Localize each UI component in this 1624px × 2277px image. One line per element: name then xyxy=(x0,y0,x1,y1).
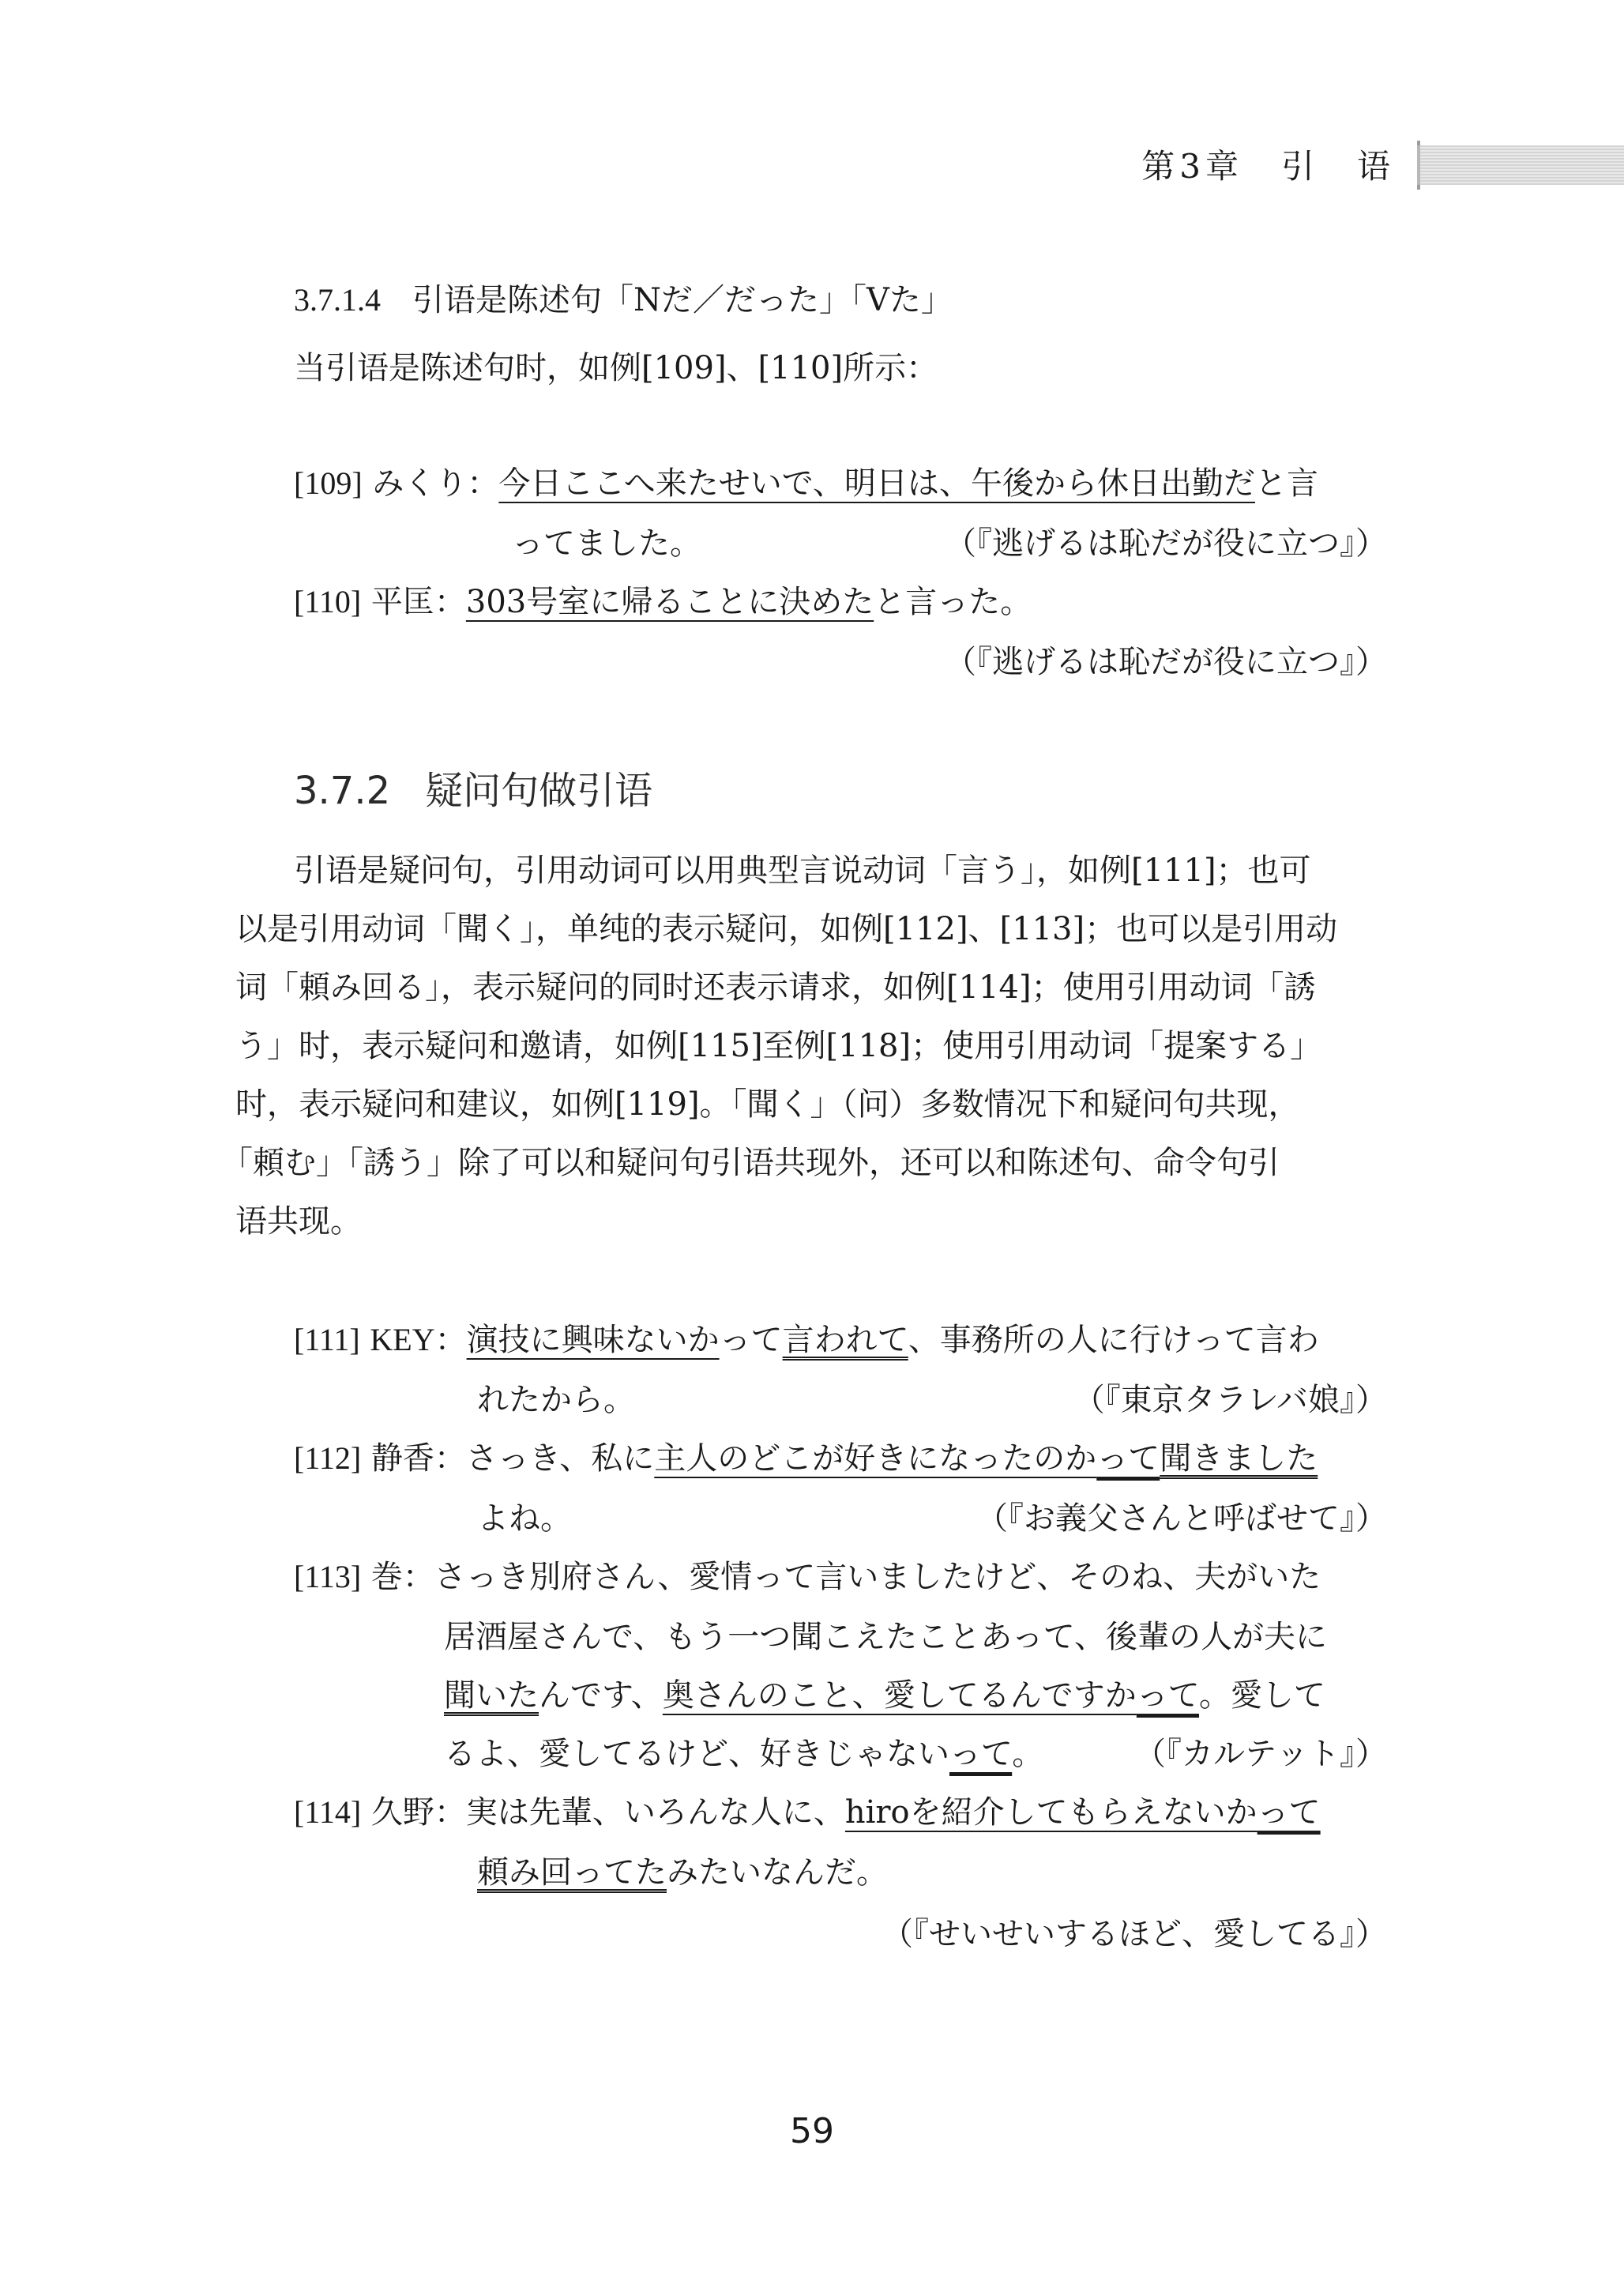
paragraph-line-2: 以是引用动词「聞く」，单纯的表示疑问，如例[112]、[113]；也可以是引用动 xyxy=(235,911,1338,947)
text-segment: 、事務所の人に行けって言わ xyxy=(908,1322,1319,1358)
verb-segment: 聞いた xyxy=(444,1677,539,1714)
example-113-source: （『カルテット』） xyxy=(1134,1736,1387,1772)
example-109-line2: ってました。 xyxy=(512,525,701,562)
subsection-number: 3.7.1.4 xyxy=(294,282,381,318)
subsection-title: 引语是陈述句「Nだ／だった」「Vた」 xyxy=(412,282,953,318)
example-113-line2: 居酒屋さんで、もう一つ聞こえたことあって、後輩の人が夫に xyxy=(444,1619,1327,1655)
quote-marker: って xyxy=(1257,1794,1321,1831)
example-113-line1 xyxy=(294,1561,1321,1593)
example-id: [113] xyxy=(294,1559,362,1594)
text-segment: と言った。 xyxy=(874,584,1032,620)
example-109-source: （『逃げるは恥だが役に立つ』） xyxy=(945,525,1387,562)
speaker: 静香： xyxy=(370,1440,466,1477)
example-id: [109] xyxy=(294,465,363,501)
header-decoration-bar xyxy=(1417,145,1624,185)
example-114-line1 xyxy=(294,1794,1321,1831)
paragraph-line-3: 词「頼み回る」，表示疑问的同时还表示请求，如例[114]；使用引用动词「誘 xyxy=(235,969,1316,1006)
text-segment: るよ、愛してるけど、好きじゃない xyxy=(444,1736,949,1772)
example-112-source: （『お義父さんと呼ばせて』） xyxy=(976,1500,1387,1537)
example-id: [114] xyxy=(294,1794,362,1830)
text-segment: 。愛して xyxy=(1199,1677,1326,1714)
quote-marker: って xyxy=(949,1736,1013,1772)
example-id: [111] xyxy=(294,1322,360,1357)
example-110-line1 xyxy=(294,586,1032,618)
example-111-line1 xyxy=(294,1324,1319,1356)
example-id: [112] xyxy=(294,1440,362,1476)
quoted-segment: 奥さんのこと、愛してるんですか xyxy=(662,1677,1137,1714)
example-111-source: （『東京タラレバ娘』） xyxy=(1073,1382,1387,1418)
subsection-heading xyxy=(294,284,953,316)
example-114-source: （『せいせいするほど、愛してる』） xyxy=(882,1916,1387,1952)
chapter-header: 第3章 引 语 xyxy=(1141,147,1395,186)
verb-segment: 言われて xyxy=(782,1322,908,1358)
page-number: 59 xyxy=(790,2111,834,2151)
example-114-line2 xyxy=(477,1854,888,1891)
quote-marker: って xyxy=(1096,1440,1160,1477)
example-112-line1 xyxy=(294,1440,1318,1477)
paragraph-line-7: 语共现。 xyxy=(235,1203,362,1240)
quoted-segment: hiroを紹介してもらえないか xyxy=(844,1794,1257,1831)
speaker: KEY： xyxy=(370,1322,467,1357)
speaker: 久野： xyxy=(370,1794,466,1831)
text-segment: と言 xyxy=(1254,465,1318,502)
speaker: 平匡： xyxy=(370,584,466,620)
verb-segment: 頼み回ってた xyxy=(477,1854,667,1891)
section-title: 疑问句做引语 xyxy=(425,769,653,813)
paragraph-line-5: 时，表示疑问和建议，如例[119]。「聞く」（问）多数情况下和疑问句共现， xyxy=(235,1086,1300,1123)
quoted-segment: 303号室に帰ることに決めた xyxy=(465,584,874,620)
example-110-source: （『逃げるは恥だが役に立つ』） xyxy=(945,644,1387,680)
section-number: 3.7.2 xyxy=(294,769,391,813)
paragraph-line-6: 「頼む」「誘う」除了可以和疑问句引语共现外，还可以和陈述句、命令句引 xyxy=(221,1145,1280,1181)
quoted-segment: 今日ここへ来たせいで、明日は、午後から休日出勤だ xyxy=(498,465,1255,502)
example-id: [110] xyxy=(294,584,362,619)
paragraph-line-4: う」时，表示疑问和邀请，如例[115]至例[118]；使用引用动词「提案する」 xyxy=(235,1028,1322,1064)
text-segment: 実は先輩、いろんな人に、 xyxy=(465,1794,845,1831)
example-113-line4 xyxy=(444,1738,1043,1770)
text-segment: って xyxy=(719,1322,783,1358)
speaker: みくり： xyxy=(372,465,499,502)
speaker: 巻： xyxy=(370,1559,434,1595)
example-112-line2: よね。 xyxy=(477,1500,572,1537)
text-segment: さっき別府さん、愛情って言いましたけど、そのね、夫がいた xyxy=(434,1559,1321,1595)
quote-marker: って xyxy=(1136,1677,1200,1714)
quoted-segment: 演技に興味ないか xyxy=(466,1322,720,1358)
text-segment: 。 xyxy=(1012,1736,1044,1772)
verb-segment: 聞きました xyxy=(1160,1440,1318,1477)
text-segment: みたいなんだ。 xyxy=(667,1854,888,1891)
section-heading xyxy=(294,760,652,815)
example-109-line1 xyxy=(294,465,1318,502)
intro-sentence: 当引语是陈述句时，如例[109]、[110]所示： xyxy=(294,350,938,386)
quoted-segment: 主人のどこが好きになったのか xyxy=(654,1440,1097,1477)
paragraph-line-1: 引语是疑问句，引用动词可以用典型言说动词「言う」，如例[111]；也可 xyxy=(294,852,1311,889)
text-segment: んです、 xyxy=(539,1677,663,1714)
example-113-line3 xyxy=(444,1677,1326,1714)
example-111-line2: れたから。 xyxy=(477,1382,635,1418)
text-segment: さっき、私に xyxy=(465,1440,655,1477)
